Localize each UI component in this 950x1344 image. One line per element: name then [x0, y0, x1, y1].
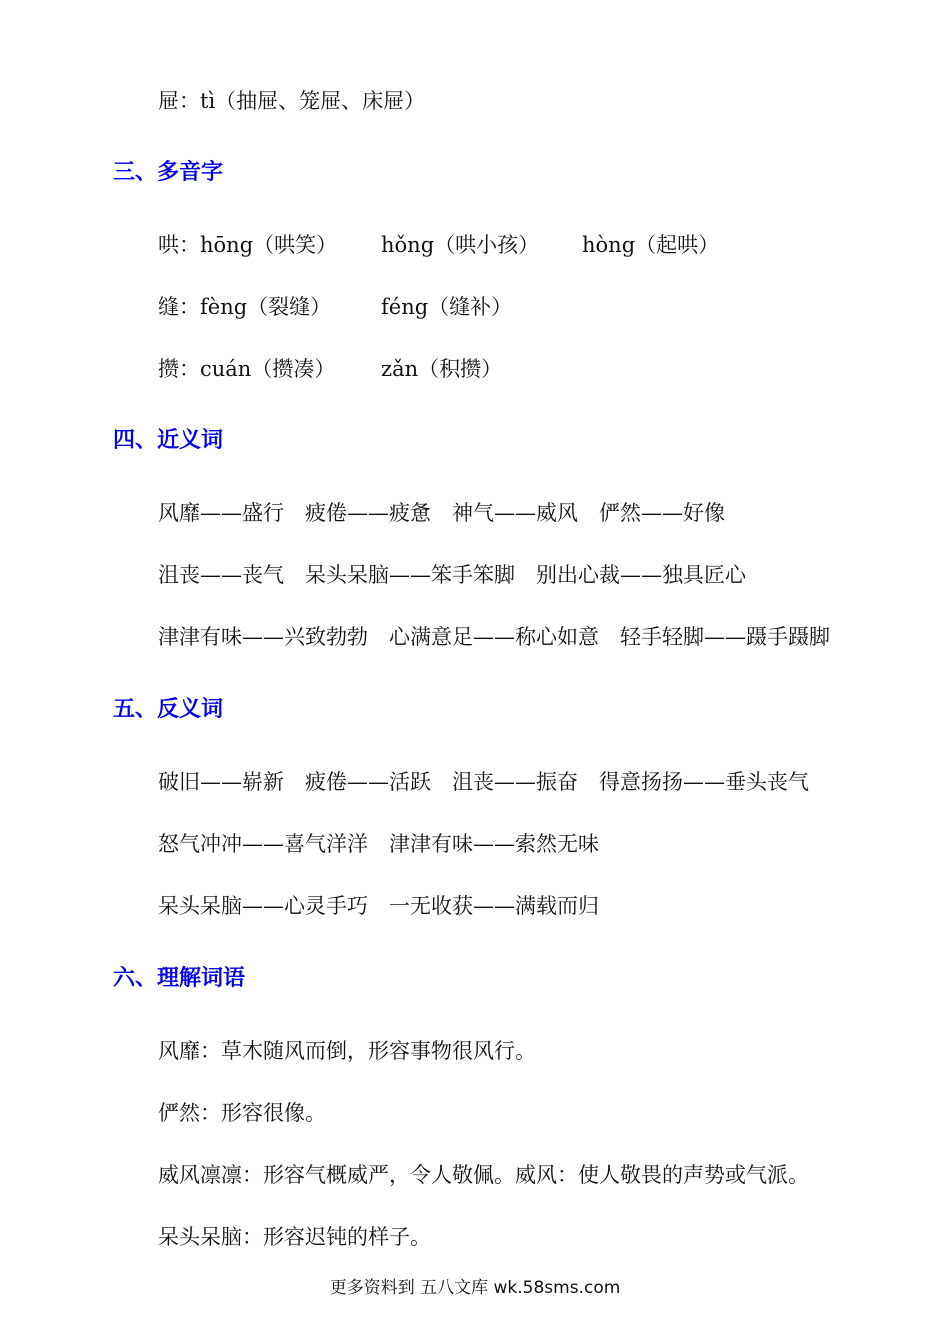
polyphonic-row-feng [158, 292, 512, 322]
synonym-row-1: 风靡——盛行 疲倦——疲惫 神气——威风 俨然——好像 [158, 501, 725, 525]
meaning-daitou: 呆头呆脑：形容迟钝的样子。 [158, 1225, 431, 1249]
section-title-antonyms: 五、反义词 [113, 697, 224, 722]
polyphonic-row-hong [158, 230, 719, 260]
reading-feng-4: 缝：fèng（裂缝） [158, 295, 332, 319]
synonym-row-2: 沮丧——丧气 呆头呆脑——笨手笨脚 别出心裁——独具匠心 [158, 563, 746, 587]
synonym-row-3: 津津有味——兴致勃勃 心满意足——称心如意 轻手轻脚——蹑手蹑脚 [158, 625, 830, 649]
section-title-polyphonic: 三、多音字 [113, 160, 224, 185]
reading-hong-1: 哄：hōng（哄笑） [158, 233, 338, 257]
section-title-synonyms: 四、近义词 [113, 428, 224, 453]
footer-source-link[interactable]: 更多资料到 五八文库 wk.58sms.com [329, 1278, 621, 1298]
meaning-weifeng: 威风凛凛：形容气概威严，令人敬佩。威风：使人敬畏的声势或气派。 [158, 1163, 809, 1187]
meaning-yanran: 俨然：形容很像。 [158, 1101, 326, 1125]
entry-ti: 屉：tì（抽屉、笼屉、床屉） [158, 89, 426, 113]
reading-cuan-2: 攒：cuán（攒凑） [158, 357, 336, 381]
reading-zan-3: zǎn（积攒） [381, 357, 503, 381]
reading-feng-2: féng（缝补） [381, 295, 513, 319]
antonym-row-2: 怒气冲冲——喜气洋洋 津津有味——索然无味 [158, 832, 599, 856]
section-title-meanings: 六、理解词语 [113, 966, 246, 991]
reading-hong-4: hòng（起哄） [582, 233, 720, 257]
polyphonic-row-zan [158, 354, 502, 384]
reading-hong-3: hǒng（哄小孩） [381, 233, 540, 257]
antonym-row-1: 破旧——崭新 疲倦——活跃 沮丧——振奋 得意扬扬——垂头丧气 [158, 770, 809, 794]
antonym-row-3: 呆头呆脑——心灵手巧 一无收获——满载而归 [158, 894, 599, 918]
meaning-fengmi: 风靡：草木随风而倒，形容事物很风行。 [158, 1039, 536, 1063]
